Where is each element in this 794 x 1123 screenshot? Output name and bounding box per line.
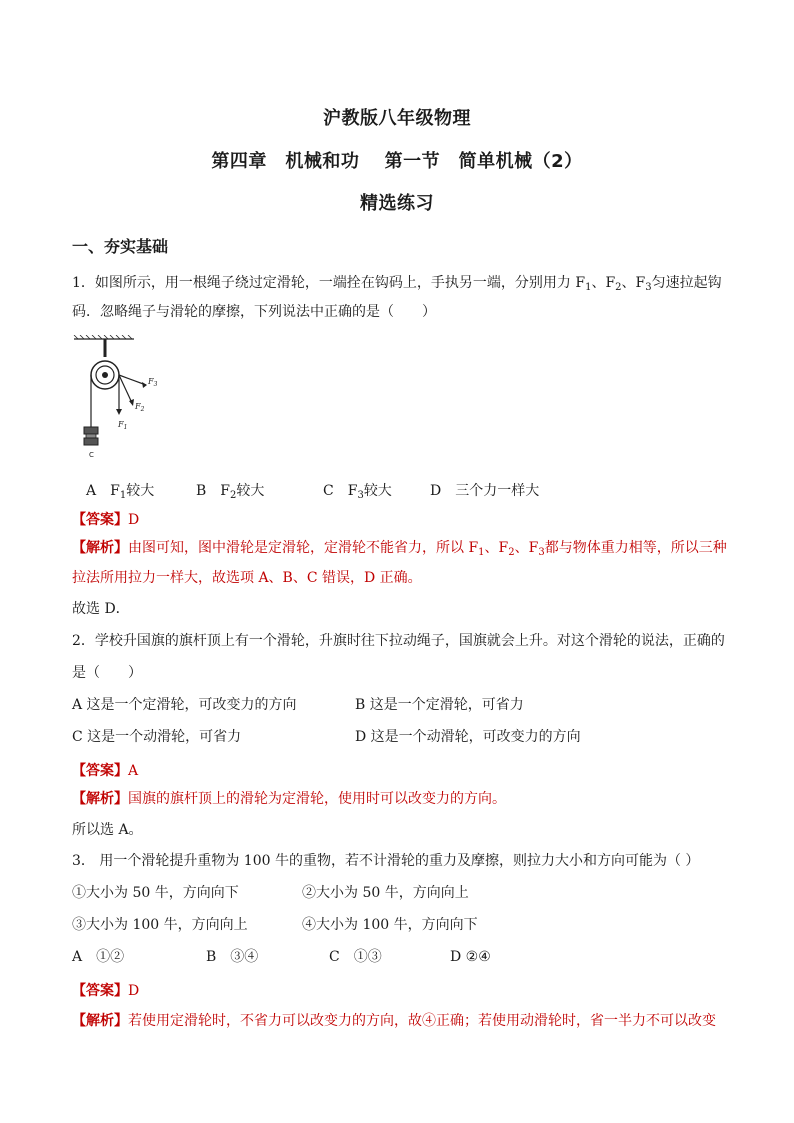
force-label-f3: $F_3$ [148,377,158,388]
q3-item-4: ④大小为 100 牛，方向向下 [302,917,478,933]
q2-text-line2: 是（ ） [72,665,142,681]
q3-text-line1: 3． 用一个滑轮提升重物为 100 牛的重物，若不计滑轮的重力及摩擦，则拉力大小和方向可能为（ ） [72,853,700,869]
q2-text-line1: 2．学校升国旗的旗杆顶上有一个滑轮，升旗时往下拉动绳子，国旗就会上升。对这个滑轮的说法，正确的 [72,633,725,649]
q1-option-a[interactable]: A $F_1$较大 [86,483,155,501]
q3-option-c[interactable]: C ①③ [329,949,382,965]
document-title: 沪教版八年级物理 [323,108,471,129]
q1-option-d[interactable]: D 三个力一样大 [430,483,540,499]
q3-answer: 【答案】D [72,983,140,999]
q2-option-a[interactable]: A 这是一个定滑轮，可改变力的方向 [72,697,297,713]
q3-option-d[interactable]: D ②④ [450,949,491,965]
q3-item-1: ①大小为 50 牛，方向向下 [72,885,239,901]
chapter-title: 第四章 机械和功 第一节 简单机械（2） [211,151,583,172]
section-heading: 一、夯实基础 [72,237,169,256]
q1-option-b[interactable]: B $F_2$较大 [196,483,265,501]
q2-conclusion: 所以选 A。 [72,822,143,838]
force-label-f1: $F_1$ [118,420,128,431]
q1-option-c[interactable]: C $F_3$较大 [323,483,392,501]
weight-label: C [89,451,94,459]
q3-option-b[interactable]: B ③④ [206,949,259,965]
q1-analysis-line1: 【解析】由图可知，图中滑轮是定滑轮，定滑轮不能省力，所以 $F_1$、$F_2$、$F_3$都与物体重力相等，所以三种 [72,540,727,558]
exercise-title: 精选练习 [360,193,434,214]
q3-item-2: ②大小为 50 牛，方向向上 [302,885,469,901]
q2-option-d[interactable]: D 这是一个动滑轮，可改变力的方向 [355,729,581,745]
q1-analysis-line2: 拉法所用拉力一样大，故选项 A、B、C 错误，D 正确。 [72,570,422,586]
q3-analysis: 【解析】若使用定滑轮时，不省力可以改变力的方向，故④正确；若使用动滑轮时，省一半力不可以改变 [72,1013,716,1029]
q1-conclusion: 故选 D． [72,601,130,617]
pulley-diagram [72,335,172,465]
force-label-f2: $F_2$ [135,402,145,413]
q1-answer: 【答案】D [72,512,140,528]
q2-option-b[interactable]: B 这是一个定滑轮，可省力 [355,697,524,713]
q1-text-line2: 码．忽略绳子与滑轮的摩擦，下列说法中正确的是（ ） [72,304,436,320]
q1-text-line1: 1．如图所示，用一根绳子绕过定滑轮，一端拴在钩码上，手执另一端，分别用力 $F_1$、$F_2$、$F_3$匀速拉起钩 [72,275,722,293]
q2-option-c[interactable]: C 这是一个动滑轮，可省力 [72,729,242,745]
q3-option-a[interactable]: A ①② [72,949,125,965]
q2-analysis: 【解析】国旗的旗杆顶上的滑轮为定滑轮，使用时可以改变力的方向。 [72,791,506,807]
q3-item-3: ③大小为 100 牛，方向向上 [72,917,248,933]
q2-answer: 【答案】A [72,763,139,779]
